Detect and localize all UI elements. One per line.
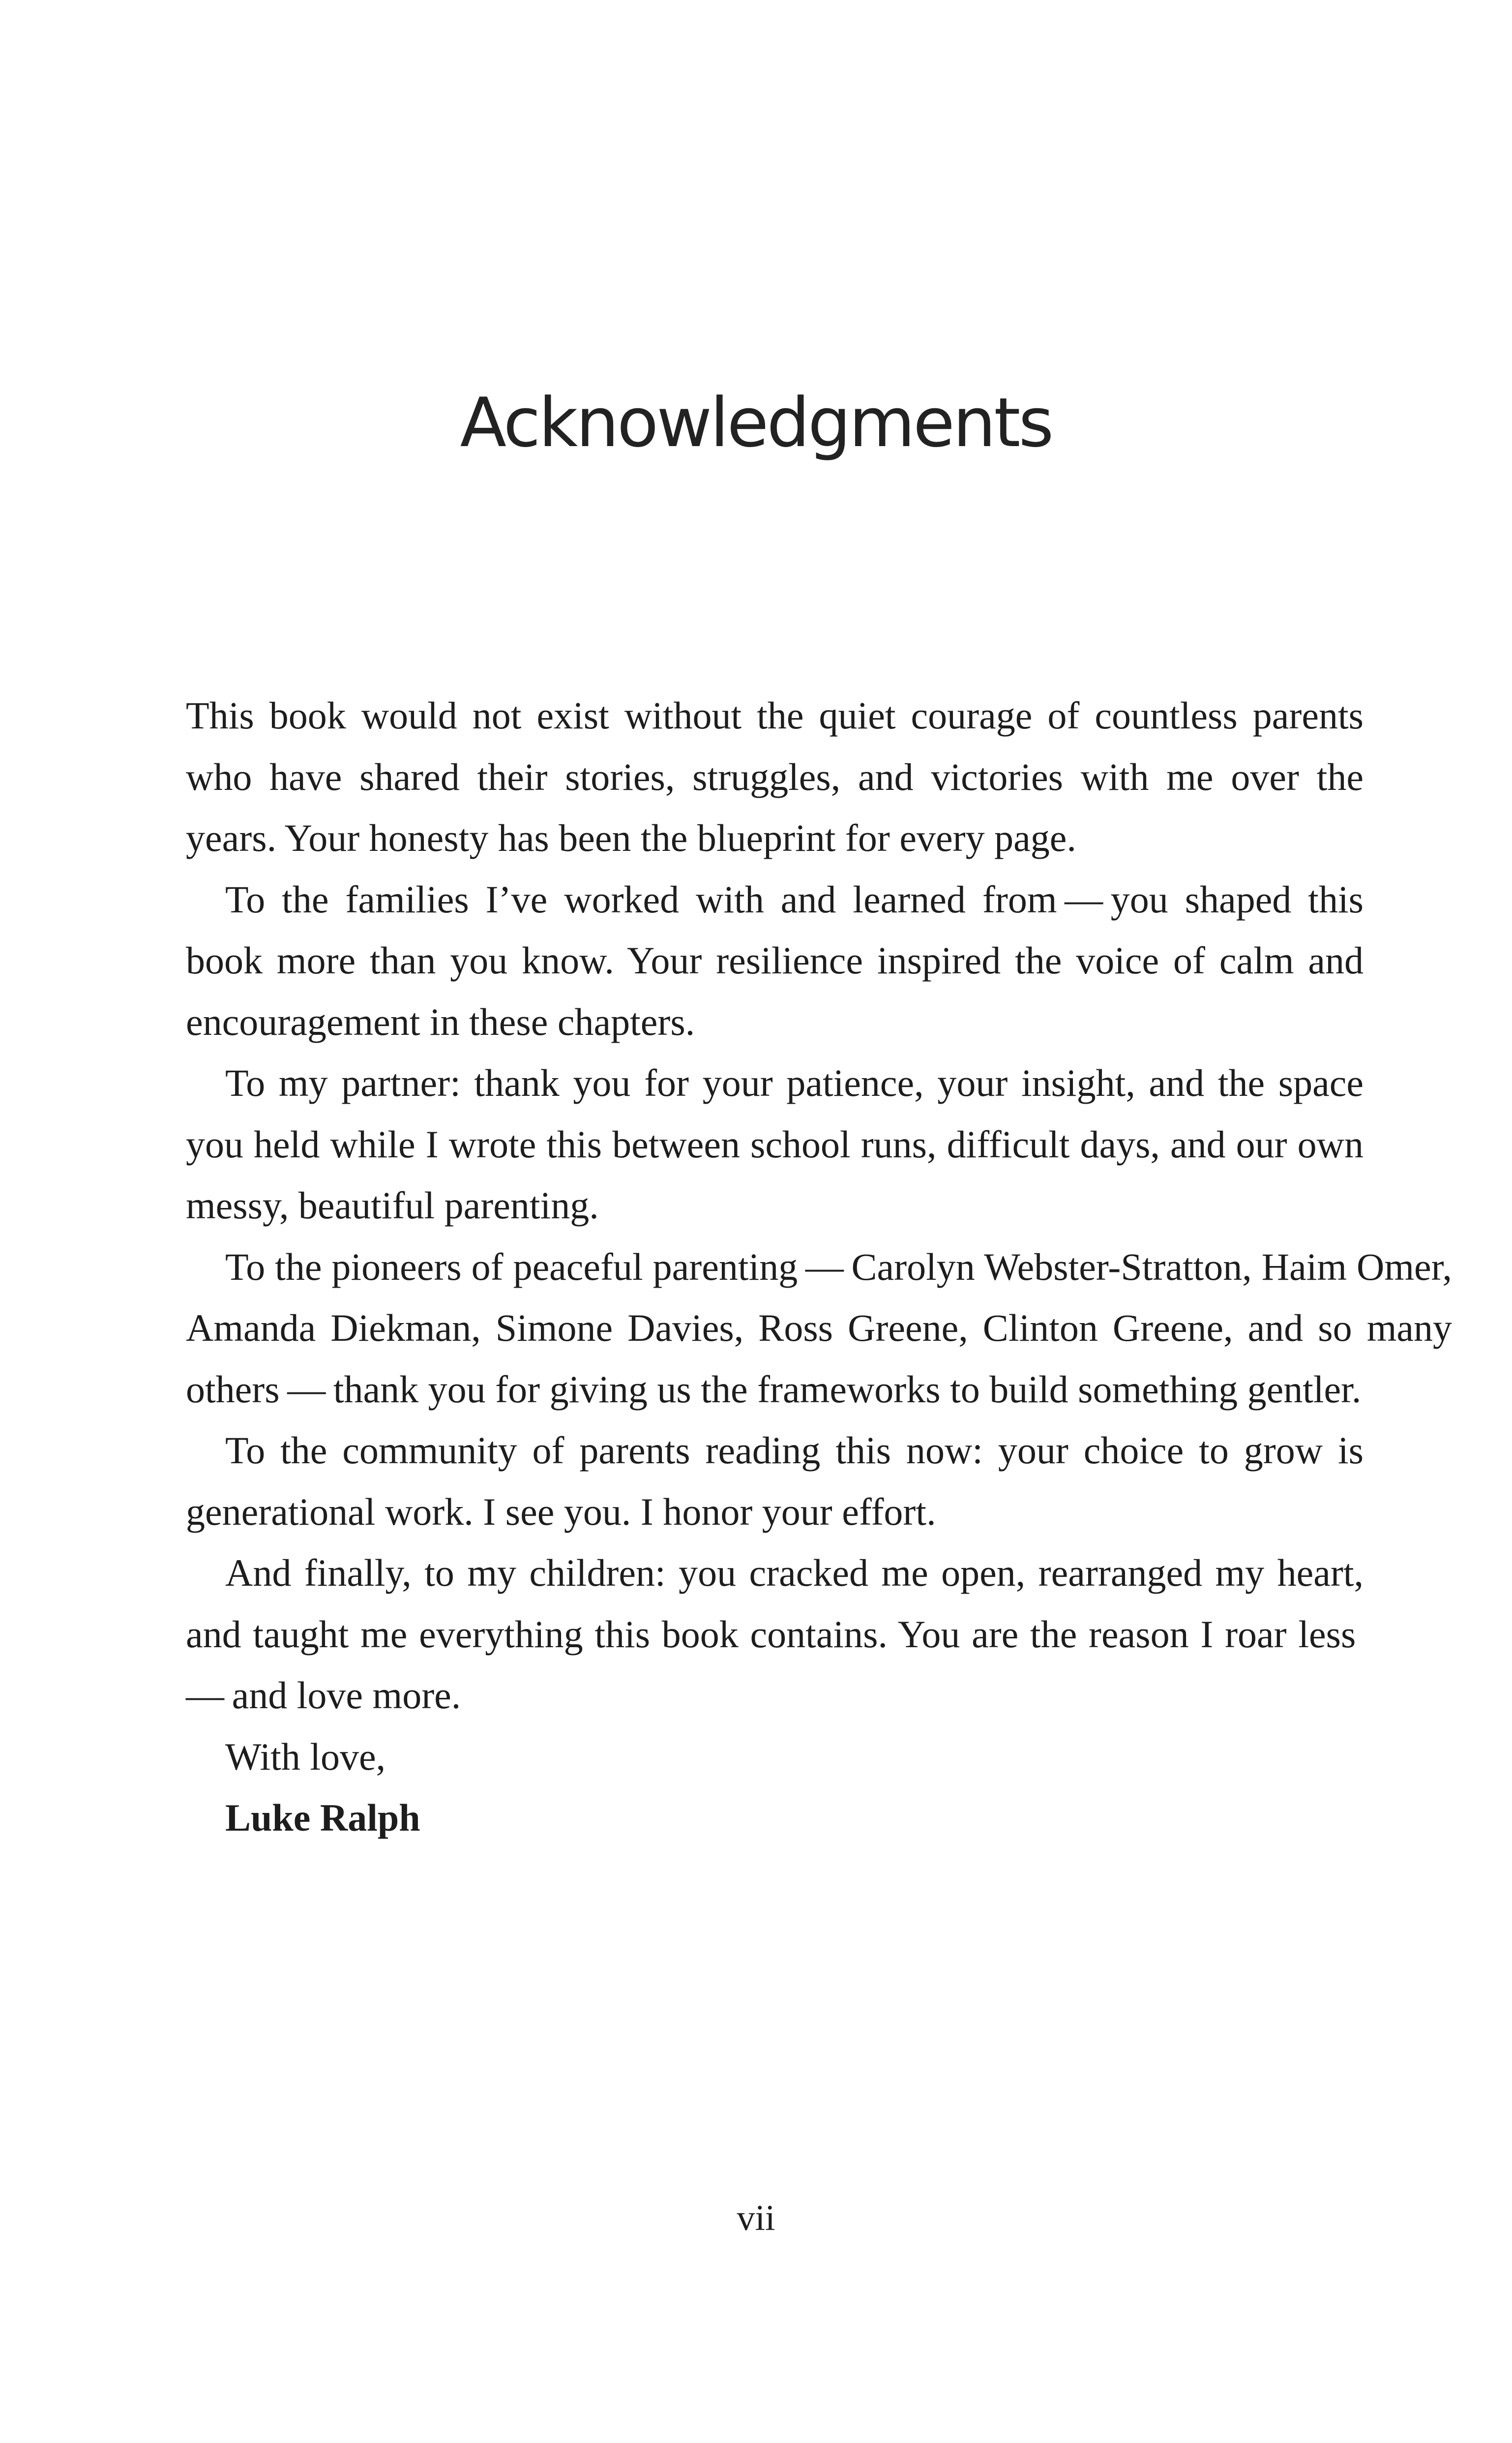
paragraph: To the families I’ve worked with and learned from — you shaped this book more than you know. Your resilience inspired the voice of calm and encouragement in these chapters. bbox=[186, 877, 1364, 1043]
paragraph: To the community of parents reading this now: your choice to grow is generational work. I see you. I honor your effort. bbox=[186, 1429, 1364, 1533]
signoff: With love, bbox=[225, 1735, 386, 1778]
paragraph: To my partner: thank you for your patience, your insight, and the space you held while I wrote this between school runs, difficult days, and our own messy, beautiful parenting. bbox=[186, 1061, 1364, 1227]
author-signature: Luke Ralph bbox=[225, 1796, 420, 1839]
paragraph: To the pioneers of peaceful parenting — Carolyn Webster-Stratton, Haim Omer, Amanda Diekman, Simone Davies, Ross Greene, Clinton Greene, and so many others — thank you for giving us the frameworks to build something gentler. bbox=[186, 1245, 1452, 1411]
page-title: Acknowledgments bbox=[460, 383, 1052, 462]
paragraph: This book would not exist without the quiet courage of countless parents who have shared their stories, struggles, and victories with me over the years. Your honesty has been the blueprint for every page. bbox=[186, 694, 1364, 859]
paragraph: And finally, to my children: you cracked me open, rearranged my heart, and taught me everything this book contains. You are the reason I roar less — and love more. bbox=[186, 1551, 1364, 1717]
acknowledgments-body bbox=[186, 685, 1452, 1849]
page-number: vii bbox=[737, 2198, 775, 2238]
